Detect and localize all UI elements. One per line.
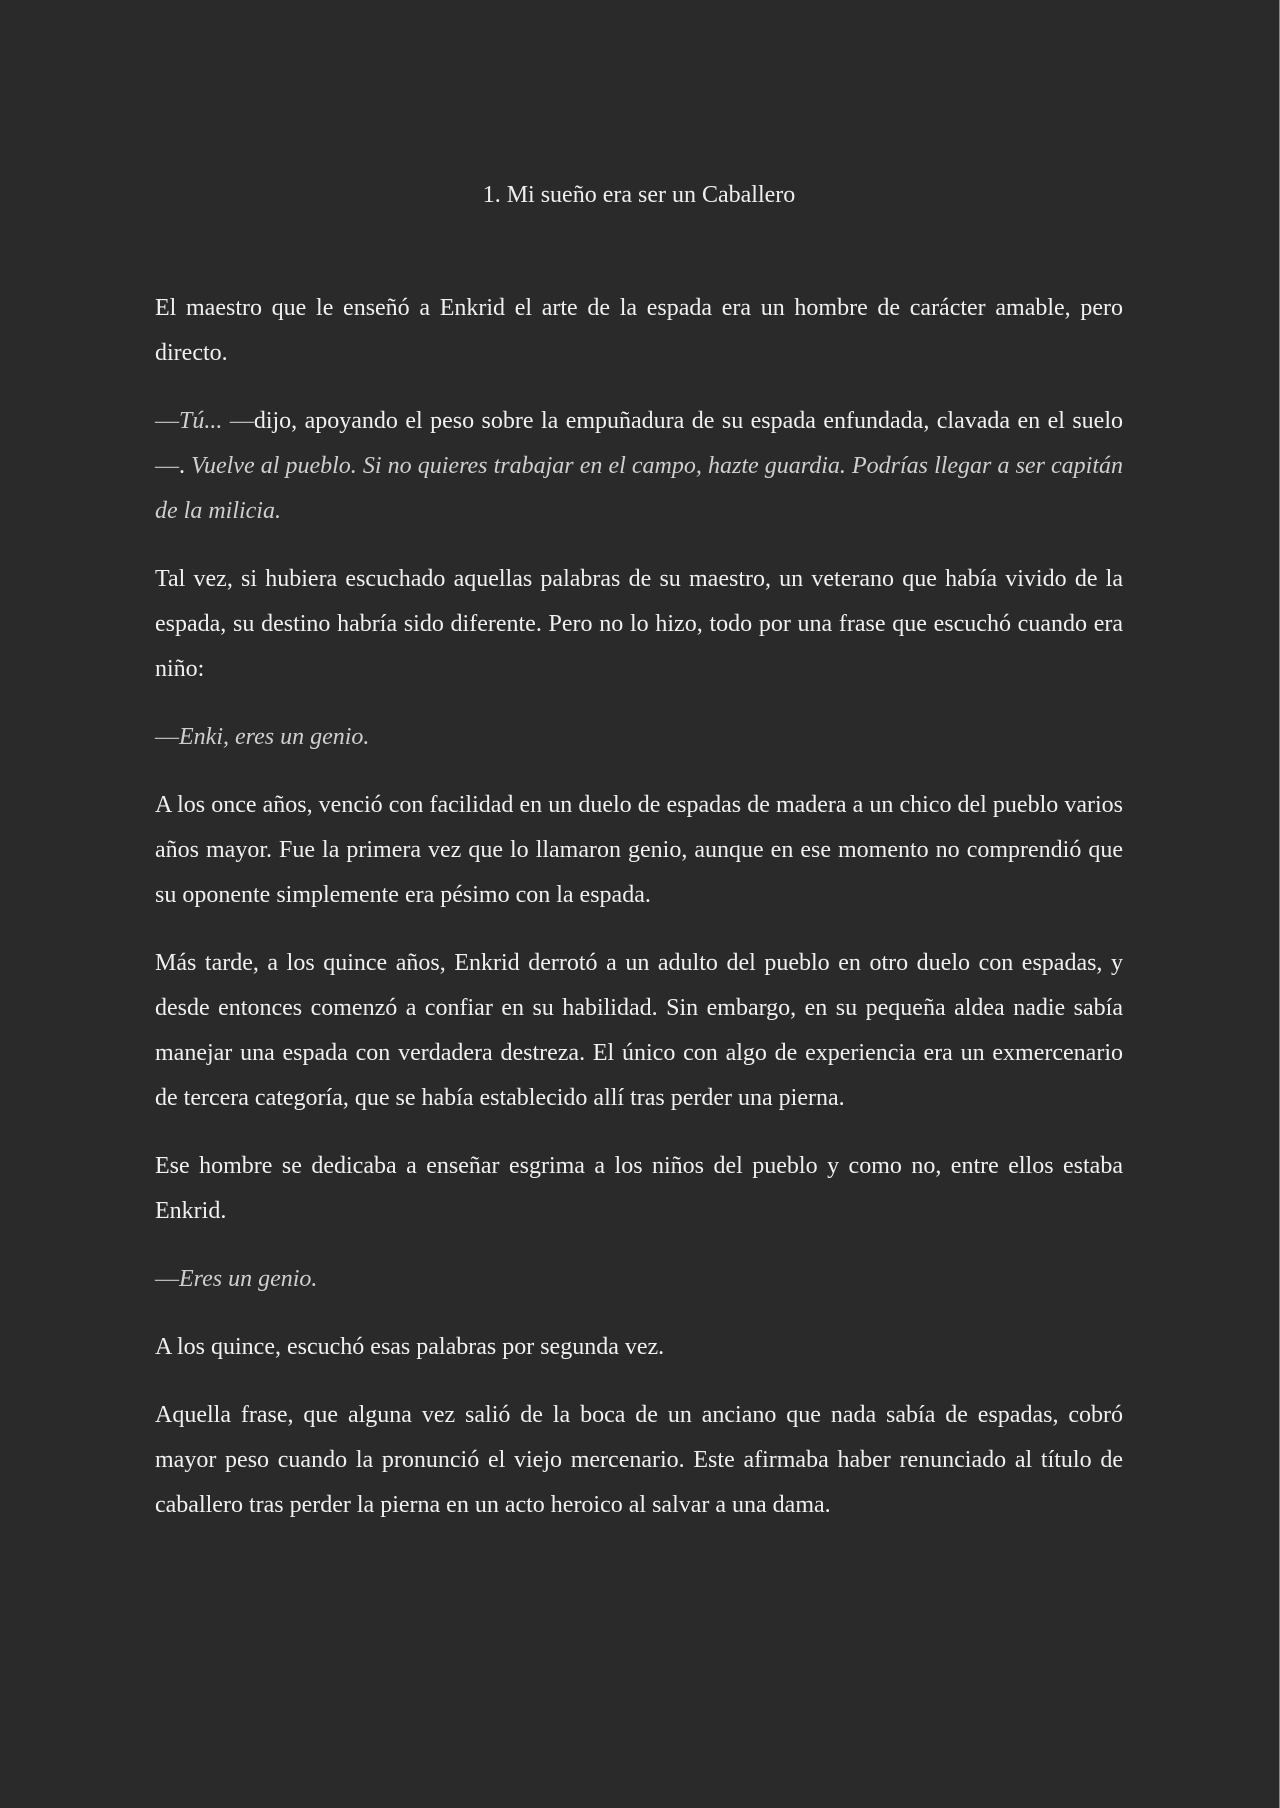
dialogue-italic: Enki, eres un genio.: [179, 724, 370, 750]
em-dash: —: [155, 1266, 179, 1292]
paragraph-7: Ese hombre se dedicaba a enseñar esgrima a los niños del pueblo y como no, entre ellos estaba Enkrid.: [155, 1153, 1123, 1224]
chapter-body: [155, 286, 1123, 1551]
dialogue-italic: Tú...: [179, 408, 223, 434]
em-dash: —: [155, 408, 179, 434]
paragraph-10: Aquella frase, que alguna vez salió de la boca de un anciano que nada sabía de espadas, cobró mayor peso cuando la pronunció el viejo mercenario. Este afirmaba haber renunciado al título de caballero tras perder la pierna en un acto heroico al salvar a una dama.: [155, 1402, 1123, 1518]
dialogue-italic: Vuelve al pueblo. Si no quieres trabajar en el campo, hazte guardia. Podrías llegar a ser capitán de la milicia.: [155, 453, 1124, 524]
paragraph-5: A los once años, venció con facilidad en un duelo de espadas de madera a un chico del pueblo varios años mayor. Fue la primera vez que lo llamaron genio, aunque en ese momento no comprendió que su oponente simplemente era pésimo con la espada.: [155, 792, 1123, 908]
paragraph-4-dialogue: [155, 715, 1123, 760]
dialogue-italic: Eres un genio.: [179, 1266, 318, 1292]
chapter-title: 1. Mi sueño era ser un Caballero: [482, 182, 796, 208]
em-dash: —: [155, 453, 179, 479]
narration-text: .: [179, 453, 192, 479]
em-dash: —: [155, 724, 179, 750]
em-dash: —: [229, 408, 254, 434]
space: [222, 408, 229, 434]
narration-text: dijo, apoyando el peso sobre la empuñadura de su espada enfundada, clavada en el suelo: [253, 408, 1124, 434]
paragraph-8-dialogue: [155, 1257, 1123, 1302]
paragraph-1: El maestro que le enseñó a Enkrid el arte de la espada era un hombre de carácter amable, pero directo.: [155, 295, 1123, 366]
paragraph-6: Más tarde, a los quince años, Enkrid derrotó a un adulto del pueblo en otro duelo con espadas, y desde entonces comenzó a confiar en su habilidad. Sin embargo, en su pequeña aldea nadie sabía manejar una espada con verdadera destreza. El único con algo de experiencia era un exmercenario de tercera categoría, que se había establecido allí tras perder una pierna.: [155, 950, 1123, 1111]
paragraph-2-dialogue: [155, 399, 1123, 534]
paragraph-3: Tal vez, si hubiera escuchado aquellas palabras de su maestro, un veterano que había vivido de la espada, su destino habría sido diferente. Pero no lo hizo, todo por una frase que escuchó cuando era niño:: [155, 566, 1123, 682]
paragraph-9: A los quince, escuchó esas palabras por segunda vez.: [155, 1334, 665, 1360]
